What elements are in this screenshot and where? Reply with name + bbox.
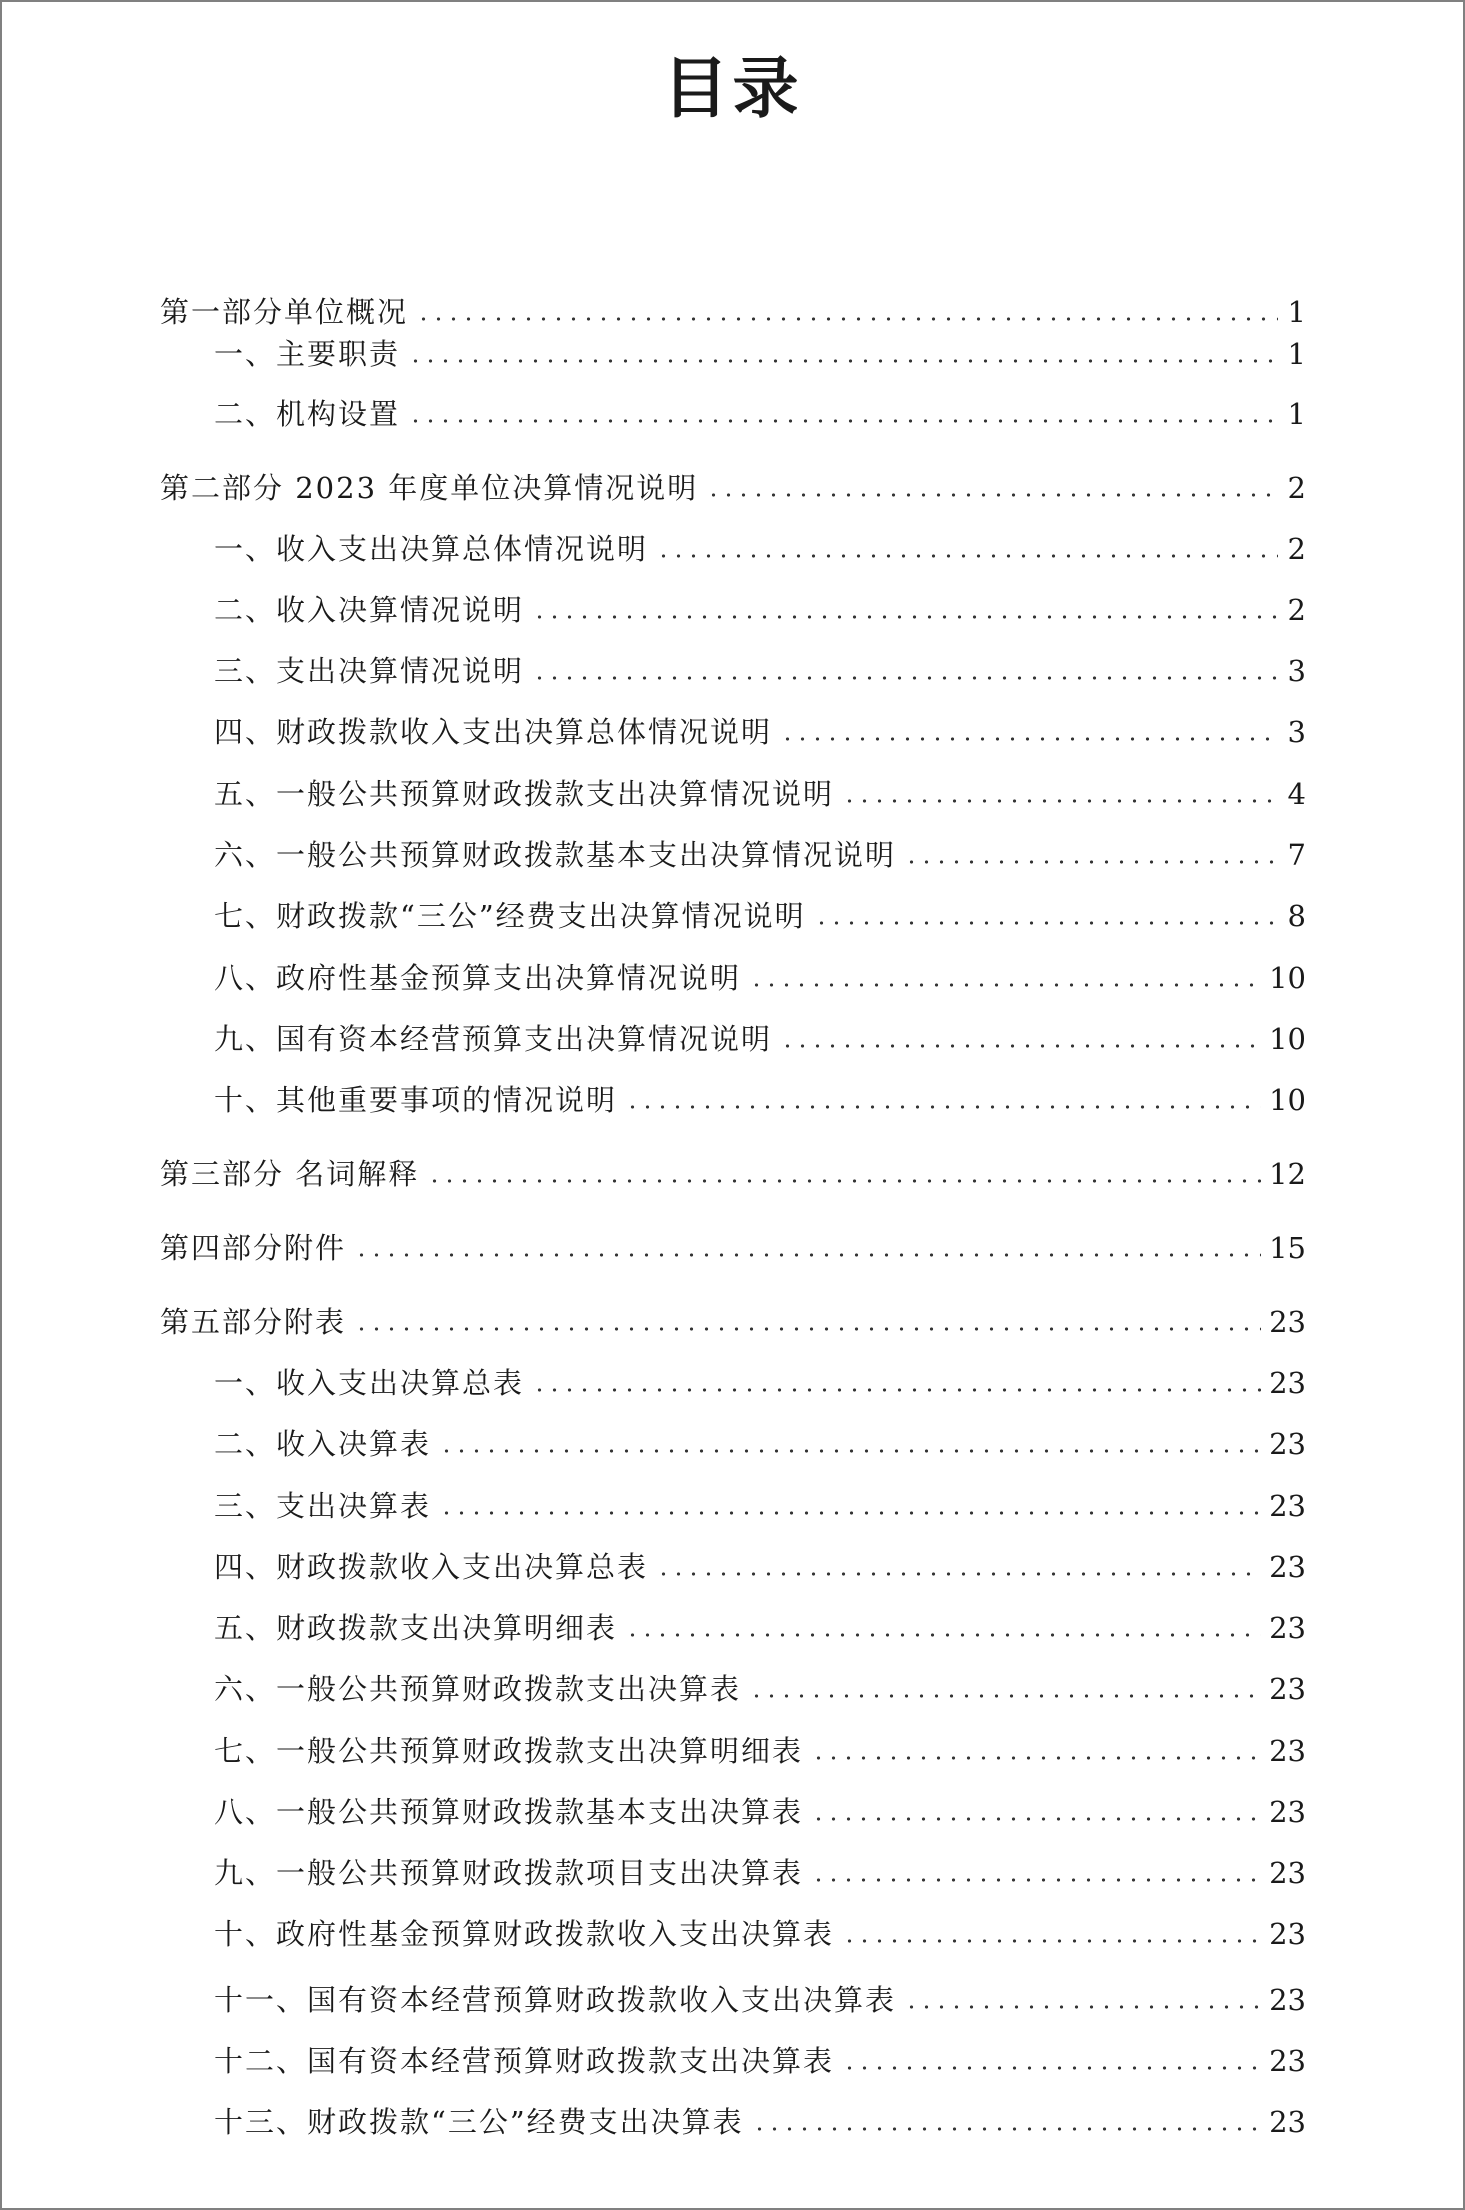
toc-leader-dots — [811, 1877, 1261, 1883]
toc-entry-label: 九、国有资本经营预算支出决算情况说明 — [214, 1022, 773, 1056]
toc-entry-page: 23 — [1269, 2044, 1306, 2078]
toc-entry-page: 23 — [1269, 1734, 1306, 1768]
toc-leader-dots — [780, 736, 1278, 742]
toc-entry-page: 10 — [1269, 1083, 1306, 1117]
toc-entry-label: 三、支出决算情况说明 — [214, 654, 525, 688]
toc-entry[interactable] — [214, 2100, 1306, 2144]
toc-entry[interactable] — [214, 1978, 1306, 2022]
toc-entry-page: 2 — [1287, 532, 1306, 566]
toc-entry-label: 八、一般公共预算财政拨款基本支出决算表 — [214, 1795, 804, 1829]
toc-entry[interactable] — [214, 1078, 1306, 1122]
toc-entry-label: 五、财政拨款支出决算明细表 — [214, 1611, 618, 1645]
toc-entry-page: 23 — [1269, 1672, 1306, 1706]
toc-entry-label: 一、主要职责 — [214, 337, 401, 371]
toc-entry-label: 一、收入支出决算总表 — [214, 1366, 525, 1400]
toc-leader-dots — [842, 1938, 1261, 1944]
toc-leader-dots — [749, 982, 1261, 988]
toc-entry-page: 4 — [1287, 777, 1306, 811]
toc-entry[interactable] — [160, 1300, 1306, 1344]
toc-entry-label: 一、收入支出决算总体情况说明 — [214, 532, 649, 566]
toc-entry-label: 九、一般公共预算财政拨款项目支出决算表 — [214, 1856, 804, 1890]
toc-entry[interactable] — [214, 1361, 1306, 1405]
toc-entry-label: 七、财政拨款“三公”经费支出决算情况说明 — [214, 899, 806, 933]
toc-leader-dots — [749, 1693, 1261, 1699]
toc-entry[interactable] — [214, 1729, 1306, 1773]
toc-entry[interactable] — [214, 1545, 1306, 1589]
toc-leader-dots — [780, 1043, 1261, 1049]
toc-leader-dots — [532, 1387, 1261, 1393]
toc-entry-label: 十一、国有资本经营预算财政拨款收入支出决算表 — [214, 1983, 897, 2017]
toc-entry-page: 23 — [1269, 1795, 1306, 1829]
toc-entry[interactable] — [214, 1912, 1306, 1956]
table-of-contents — [2, 282, 1463, 2182]
toc-entry-label: 六、一般公共预算财政拨款支出决算表 — [214, 1672, 742, 1706]
toc-entry-label: 二、收入决算表 — [214, 1427, 432, 1461]
toc-entry[interactable] — [214, 1790, 1306, 1834]
toc-entry-page: 2 — [1287, 593, 1306, 627]
toc-leader-dots — [814, 920, 1278, 926]
toc-leader-dots — [439, 1510, 1261, 1516]
toc-entry[interactable] — [214, 2039, 1306, 2083]
toc-entry[interactable] — [214, 772, 1306, 816]
toc-leader-dots — [625, 1104, 1261, 1110]
toc-entry-label: 四、财政拨款收入支出决算总表 — [214, 1550, 649, 1584]
toc-leader-dots — [354, 1326, 1261, 1332]
page-title: 目录 — [662, 50, 803, 127]
toc-entry-page: 23 — [1269, 1427, 1306, 1461]
toc-entry-page: 10 — [1269, 961, 1306, 995]
toc-entry-page: 23 — [1269, 1366, 1306, 1400]
toc-entry[interactable] — [214, 1017, 1306, 1061]
toc-entry-page: 7 — [1287, 838, 1306, 872]
toc-entry-page: 3 — [1287, 715, 1306, 749]
toc-entry-page: 2 — [1287, 471, 1306, 505]
toc-entry-label: 十二、国有资本经营预算财政拨款支出决算表 — [214, 2044, 835, 2078]
toc-entry[interactable] — [214, 1422, 1306, 1466]
toc-entry-label: 八、政府性基金预算支出决算情况说明 — [214, 961, 742, 995]
toc-entry[interactable] — [160, 1152, 1306, 1196]
toc-entry-page: 1 — [1287, 397, 1306, 431]
toc-leader-dots — [408, 418, 1278, 424]
toc-entry-page: 8 — [1287, 899, 1306, 933]
toc-entry-label: 第五部分附表 — [160, 1305, 347, 1339]
toc-entry-page: 1 — [1287, 337, 1306, 371]
toc-entry-label: 六、一般公共预算财政拨款基本支出决算情况说明 — [214, 838, 897, 872]
toc-entry-label: 第三部分 名词解释 — [160, 1157, 420, 1191]
toc-entry-label: 四、财政拨款收入支出决算总体情况说明 — [214, 715, 773, 749]
toc-leader-dots — [842, 798, 1278, 804]
toc-entry-page: 23 — [1269, 1305, 1306, 1339]
toc-entry[interactable] — [214, 1667, 1306, 1711]
toc-entry-page: 3 — [1287, 654, 1306, 688]
toc-entry-label: 五、一般公共预算财政拨款支出决算情况说明 — [214, 777, 835, 811]
toc-entry[interactable] — [214, 833, 1306, 877]
toc-entry[interactable] — [214, 710, 1306, 754]
toc-entry-label: 三、支出决算表 — [214, 1489, 432, 1523]
toc-leader-dots — [408, 358, 1278, 364]
toc-entry-label: 二、机构设置 — [214, 397, 401, 431]
toc-entry[interactable] — [160, 466, 1306, 510]
toc-leader-dots — [752, 2126, 1261, 2132]
toc-entry[interactable] — [214, 1484, 1306, 1528]
toc-leader-dots — [625, 1632, 1261, 1638]
toc-leader-dots — [656, 553, 1278, 559]
toc-leader-dots — [904, 859, 1278, 865]
toc-leader-dots — [532, 614, 1278, 620]
toc-entry-page: 23 — [1269, 1856, 1306, 1890]
toc-entry-label: 第四部分附件 — [160, 1231, 347, 1265]
toc-entry[interactable] — [214, 1851, 1306, 1895]
toc-entry-label: 二、收入决算情况说明 — [214, 593, 525, 627]
toc-leader-dots — [427, 1178, 1261, 1184]
toc-leader-dots — [811, 1816, 1261, 1822]
toc-entry[interactable] — [160, 290, 1306, 334]
toc-entry-label: 十三、财政拨款“三公”经费支出决算表 — [214, 2105, 744, 2139]
toc-entry-label: 第二部分 2023 年度单位决算情况说明 — [160, 471, 699, 505]
toc-entry[interactable] — [214, 1606, 1306, 1650]
toc-entry-page: 23 — [1269, 1489, 1306, 1523]
toc-entry[interactable] — [214, 527, 1306, 571]
toc-entry-page: 23 — [1269, 2105, 1306, 2139]
toc-entry[interactable] — [214, 392, 1306, 436]
toc-entry[interactable] — [214, 588, 1306, 632]
toc-leader-dots — [706, 492, 1278, 498]
toc-leader-dots — [354, 1252, 1261, 1258]
toc-leader-dots — [904, 2004, 1261, 2010]
toc-entry-page: 15 — [1269, 1231, 1306, 1265]
toc-entry-label: 第一部分单位概况 — [160, 295, 409, 329]
toc-entry-label: 七、一般公共预算财政拨款支出决算明细表 — [214, 1734, 804, 1768]
toc-leader-dots — [416, 316, 1278, 322]
toc-entry-page: 23 — [1269, 1983, 1306, 2017]
toc-entry-page: 23 — [1269, 1550, 1306, 1584]
toc-entry-label: 十、其他重要事项的情况说明 — [214, 1083, 618, 1117]
toc-entry-page: 12 — [1269, 1157, 1306, 1191]
toc-leader-dots — [532, 675, 1278, 681]
toc-entry-page: 10 — [1269, 1022, 1306, 1056]
toc-entry-page: 23 — [1269, 1611, 1306, 1645]
toc-leader-dots — [439, 1448, 1261, 1454]
toc-entry-page: 23 — [1269, 1917, 1306, 1951]
toc-entry-label: 十、政府性基金预算财政拨款收入支出决算表 — [214, 1917, 835, 1951]
toc-entry[interactable] — [214, 649, 1306, 693]
toc-entry[interactable] — [214, 956, 1306, 1000]
toc-entry[interactable] — [160, 1226, 1306, 1270]
toc-leader-dots — [811, 1755, 1261, 1761]
toc-entry[interactable] — [214, 894, 1306, 938]
toc-entry-page: 1 — [1287, 295, 1306, 329]
toc-leader-dots — [656, 1571, 1261, 1577]
toc-entry[interactable] — [214, 332, 1306, 376]
toc-leader-dots — [842, 2065, 1261, 2071]
